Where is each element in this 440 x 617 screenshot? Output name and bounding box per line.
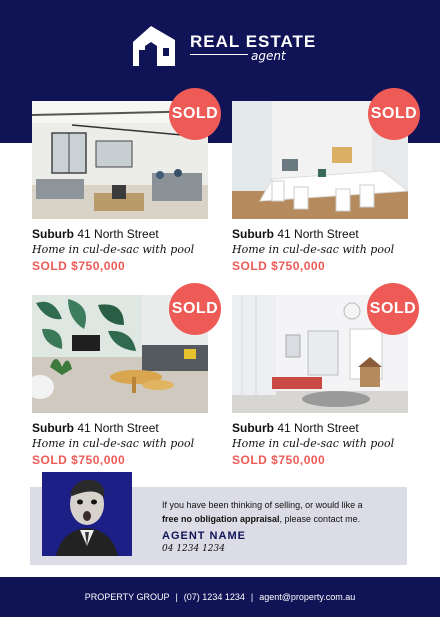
listing-address xyxy=(32,421,159,435)
listing-address xyxy=(232,421,359,435)
listing-street: 41 North Street xyxy=(77,227,159,241)
brand-subtitle: agent xyxy=(251,49,286,63)
listing-card[interactable] xyxy=(232,295,417,471)
listing-suburb: Suburb xyxy=(232,227,274,241)
sold-badge: SOLD xyxy=(169,88,221,140)
listing-description: Home in cul-de-sac with pool xyxy=(32,437,195,450)
agent-name: AGENT NAME xyxy=(162,530,246,542)
listing-card[interactable] xyxy=(32,295,219,471)
footer-email[interactable]: agent@property.com.au xyxy=(259,592,356,602)
listing-price: SOLD $750,000 xyxy=(232,453,326,467)
listing-description: Home in cul-de-sac with pool xyxy=(232,243,395,256)
footer-company: PROPERTY GROUP xyxy=(84,592,170,602)
contact-emphasis: free no obligation appraisal xyxy=(162,514,280,524)
brand-title: REAL ESTATE xyxy=(190,32,317,51)
listing-card[interactable] xyxy=(32,101,219,277)
listing-suburb: Suburb xyxy=(32,227,74,241)
listing-price: SOLD $750,000 xyxy=(232,259,326,273)
listing-suburb: Suburb xyxy=(32,421,74,435)
contact-line-1: If you have been thinking of selling, or would like a xyxy=(162,500,363,510)
footer-phone[interactable]: (07) 1234 1234 xyxy=(183,592,245,602)
contact-message xyxy=(162,498,402,526)
sold-badge: SOLD xyxy=(367,283,419,335)
listing-price: SOLD $750,000 xyxy=(32,453,126,467)
listing-suburb: Suburb xyxy=(232,421,274,435)
listing-street: 41 North Street xyxy=(277,227,359,241)
brand-logo xyxy=(131,24,317,70)
footer-separator: | xyxy=(175,592,178,602)
contact-line-2: , please contact me. xyxy=(279,514,361,524)
agent-portrait-image xyxy=(42,472,132,556)
listing-price: SOLD $750,000 xyxy=(32,259,126,273)
listing-address xyxy=(32,227,159,241)
listing-description: Home in cul-de-sac with pool xyxy=(32,243,195,256)
listing-street: 41 North Street xyxy=(77,421,159,435)
agent-phone[interactable]: 04 1234 1234 xyxy=(162,544,225,554)
listing-address xyxy=(232,227,359,241)
listing-description: Home in cul-de-sac with pool xyxy=(232,437,395,450)
sold-badge: SOLD xyxy=(169,283,221,335)
footer-separator: | xyxy=(250,592,254,602)
listing-street: 41 North Street xyxy=(277,421,359,435)
listing-card[interactable] xyxy=(232,101,418,277)
house-icon xyxy=(131,24,177,68)
sold-badge: SOLD xyxy=(368,88,420,140)
brand-rule xyxy=(190,54,248,55)
agent-photo xyxy=(42,472,132,556)
footer-bar xyxy=(0,577,440,617)
